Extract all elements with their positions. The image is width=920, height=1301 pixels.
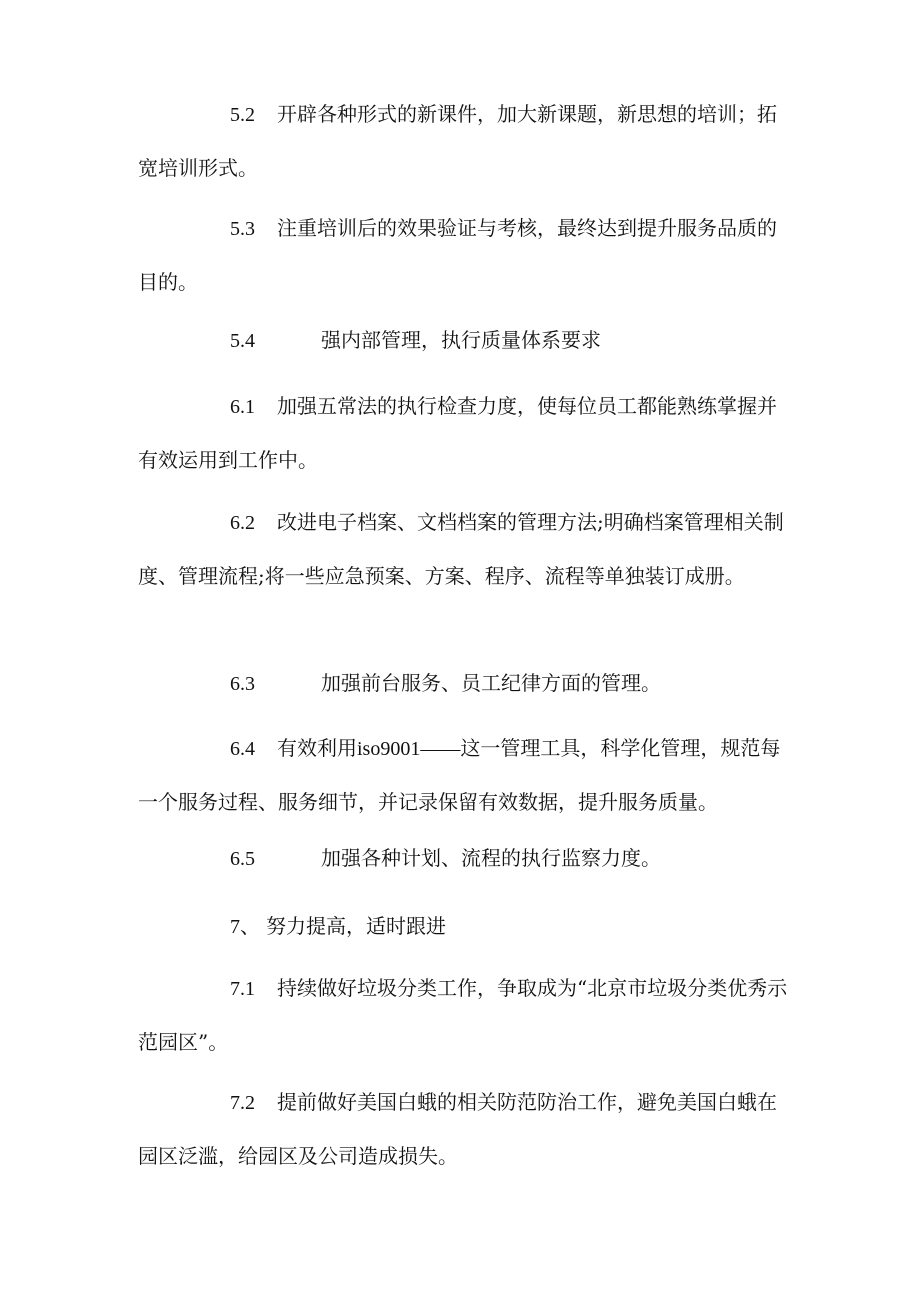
paragraph-6-5 [138,832,788,886]
paragraph-text: 强内部管理，执行质量体系要求 [321,328,601,352]
section-number: 7、 [230,916,260,938]
paragraph-5-3 [138,202,788,309]
section-number: 6.5 [230,848,255,870]
section-number: 5.4 [230,330,255,352]
paragraph-6-1 [138,380,788,487]
paragraph-6-2 [138,496,788,603]
section-number: 6.3 [230,673,255,695]
section-number: 5.2 [230,104,255,126]
paragraph-text: 加强前台服务、员工纪律方面的管理。 [321,671,661,695]
paragraph-6-4 [138,722,788,829]
paragraph-7-1 [138,962,788,1069]
paragraph-5-2 [138,88,788,195]
paragraph-text: 改进电子档案、文档档案的管理方法;明确档案管理相关制度、管理流程;将一些应急预案、方案、程序、流程等单独装订成册。 [138,510,784,588]
paragraph-text: 注重培训后的效果验证与考核，最终达到提升服务品质的目的。 [138,216,777,294]
paragraph-text: 持续做好垃圾分类工作，争取成为“北京市垃圾分类优秀示范园区”。 [138,976,788,1054]
paragraph-7-2 [138,1076,788,1183]
section-number: 6.1 [230,396,255,418]
paragraph-text: 加强五常法的执行检查力度，使每位员工都能熟练掌握并有效运用到工作中。 [138,394,777,472]
section-number: 6.4 [230,738,255,760]
section-number: 7.2 [230,1092,255,1114]
paragraph-6-3 [138,657,788,711]
paragraph-text: 加强各种计划、流程的执行监察力度。 [321,846,661,870]
section-number: 7.1 [230,978,255,1000]
paragraph-text-before: 有效利用 [277,736,357,760]
paragraph-text-after: 这一管理工具，科学化管理，规范每一个服务过程、服务细节，并记录保留有效数据，提升服务质量。 [138,736,781,814]
heading-7 [138,900,788,954]
paragraph-5-4 [138,314,788,368]
section-number: 6.2 [230,512,255,534]
section-number: 5.3 [230,218,255,240]
paragraph-text: 提前做好美国白蛾的相关防范防治工作，避免美国白蛾在园区泛滥，给园区及公司造成损失。 [138,1090,777,1168]
paragraph-text: 努力提高，适时跟进 [266,914,446,938]
paragraph-text: 开辟各种形式的新课件，加大新课题，新思想的培训；拓宽培训形式。 [138,102,777,180]
paragraph-text-latin: iso9001—— [357,738,461,760]
